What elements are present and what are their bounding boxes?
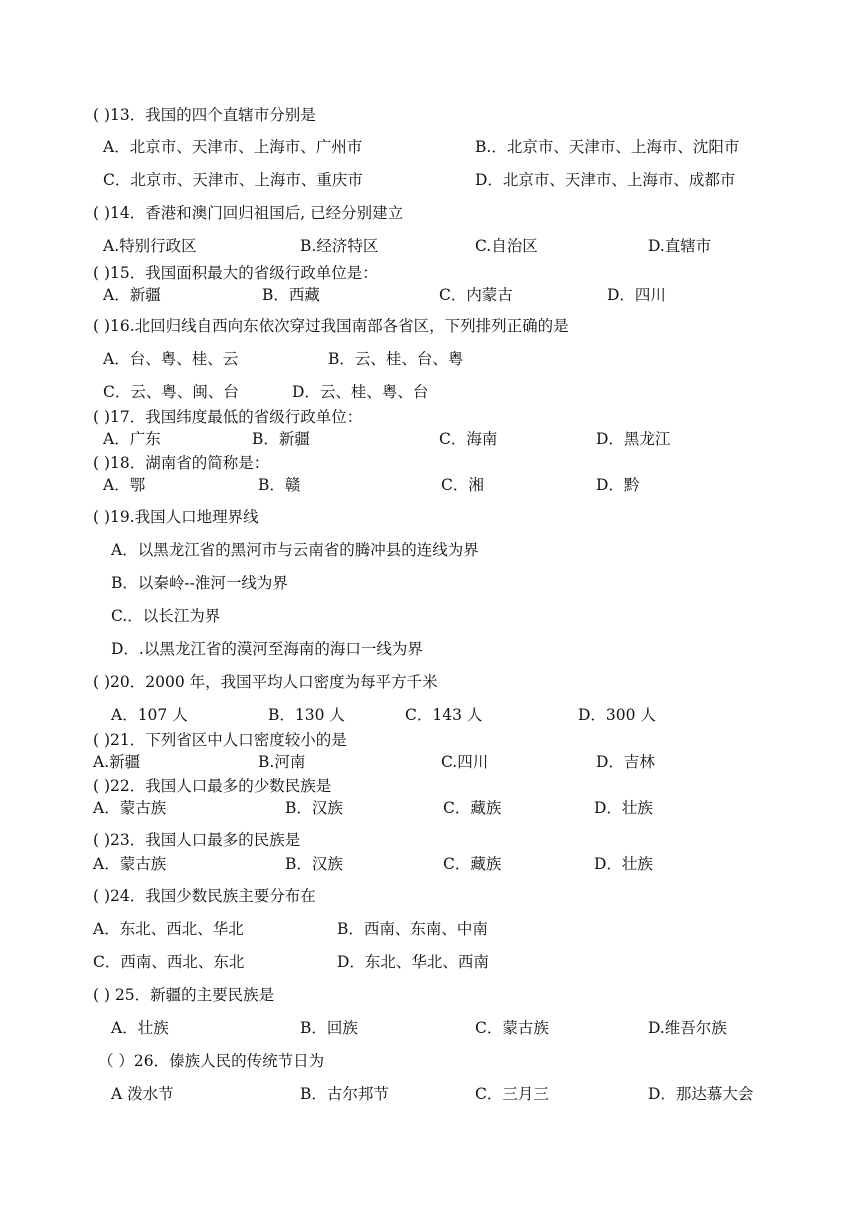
question-15-option-a[interactable]: A．新疆 — [103, 286, 161, 304]
question-13-option-d[interactable]: D．北京市、天津市、上海市、成都市 — [475, 171, 736, 189]
question-18-option-d[interactable]: D．黔 — [596, 476, 640, 494]
question-13-option-a[interactable]: A．北京市、天津市、上海市、广州市 — [103, 138, 363, 156]
question-19-option-c[interactable]: C.．以长江为界 — [111, 607, 221, 625]
question-24-option-a[interactable]: A．东北、西北、华北 — [93, 920, 244, 938]
question-15-option-d[interactable]: D．四川 — [607, 286, 666, 304]
question-23-stem: ( )23．我国人口最多的民族是 — [93, 831, 301, 849]
question-26-option-c[interactable]: C．三月三 — [475, 1085, 549, 1103]
question-16-option-a[interactable]: A．台、粤、桂、云 — [103, 350, 239, 368]
question-17-option-a[interactable]: A．广东 — [103, 430, 161, 448]
question-24-stem: ( )24．我国少数民族主要分布在 — [93, 887, 316, 905]
question-18-option-b[interactable]: B．赣 — [258, 476, 301, 494]
question-26-option-a[interactable]: A 泼水节 — [111, 1085, 174, 1103]
question-13-stem: ( )13．我国的四个直辖市分别是 — [93, 106, 316, 124]
question-22-option-b[interactable]: B．汉族 — [285, 799, 343, 817]
question-18-option-a[interactable]: A．鄂 — [103, 476, 146, 494]
question-14-stem: ( )14．香港和澳门回归祖国后, 已经分别建立 — [93, 204, 404, 222]
question-24-option-d[interactable]: D．东北、华北、西南 — [337, 953, 489, 971]
question-17-option-b[interactable]: B．新疆 — [252, 430, 310, 448]
question-21-stem: ( )21．下列省区中人口密度较小的是 — [93, 731, 347, 749]
question-16-option-b[interactable]: B．云、桂、台、粤 — [328, 350, 464, 368]
question-19-option-d[interactable]: D．.以黑龙江省的漠河至海南的海口一线为界 — [111, 640, 423, 658]
question-23-option-c[interactable]: C．藏族 — [443, 855, 502, 873]
question-15-stem: ( )15．我国面积最大的省级行政单位是： — [93, 264, 378, 282]
question-16-option-c[interactable]: C．云、粤、闽、台 — [103, 383, 239, 401]
question-26-option-d[interactable]: D．那达慕大会 — [648, 1085, 754, 1103]
question-19-option-b[interactable]: B．以秦岭--淮河一线为界 — [111, 574, 288, 592]
question-21-option-d[interactable]: D．吉林 — [596, 753, 655, 771]
question-20-option-a[interactable]: A．107 人 — [111, 706, 188, 724]
question-26-stem: （ ）26．傣族人民的传统节日为 — [98, 1052, 325, 1070]
question-18-option-c[interactable]: C．湘 — [441, 476, 484, 494]
question-15-option-b[interactable]: B．西藏 — [262, 286, 320, 304]
question-16-option-d[interactable]: D．云、桂、粤、台 — [292, 383, 429, 401]
question-19-option-a[interactable]: A．以黑龙江省的黑河市与云南省的腾冲县的连线为界 — [111, 541, 479, 559]
question-24-option-c[interactable]: C．西南、西北、东北 — [93, 953, 245, 971]
question-14-option-b[interactable]: B.经济特区 — [300, 237, 379, 255]
question-25-option-d[interactable]: D.维吾尔族 — [648, 1019, 727, 1037]
question-22-option-c[interactable]: C．藏族 — [443, 799, 502, 817]
question-22-option-a[interactable]: A．蒙古族 — [93, 799, 167, 817]
question-17-stem: ( )17．我国纬度最低的省级行政单位： — [93, 408, 363, 426]
question-20-option-b[interactable]: B．130 人 — [268, 706, 345, 724]
question-23-option-a[interactable]: A．蒙古族 — [93, 855, 167, 873]
question-26-option-b[interactable]: B．古尔邦节 — [300, 1085, 389, 1103]
question-20-stem: ( )20．2000 年，我国平均人口密度为每平方千米 — [93, 673, 438, 691]
question-18-stem: ( )18．湖南省的简称是： — [93, 454, 270, 472]
question-20-option-d[interactable]: D．300 人 — [578, 706, 656, 724]
question-14-option-a[interactable]: A.特别行政区 — [103, 237, 197, 255]
question-14-option-c[interactable]: C.自治区 — [475, 237, 538, 255]
question-24-option-b[interactable]: B．西南、东南、中南 — [337, 920, 488, 938]
question-15-option-c[interactable]: C．内蒙古 — [439, 286, 513, 304]
question-13-option-c[interactable]: C．北京市、天津市、上海市、重庆市 — [103, 171, 363, 189]
question-25-stem: ( ) 25．新疆的主要民族是 — [93, 986, 275, 1004]
question-25-option-c[interactable]: C．蒙古族 — [475, 1019, 549, 1037]
question-21-option-a[interactable]: A.新疆 — [93, 753, 141, 771]
question-13-option-b[interactable]: B.．北京市、天津市、上海市、沈阳市 — [475, 138, 740, 156]
question-14-option-d[interactable]: D.直辖市 — [648, 237, 712, 255]
question-17-option-d[interactable]: D．黑龙江 — [596, 430, 671, 448]
question-25-option-a[interactable]: A．壮族 — [111, 1019, 169, 1037]
question-22-stem: ( )22．我国人口最多的少数民族是 — [93, 777, 332, 795]
question-17-option-c[interactable]: C．海南 — [439, 430, 498, 448]
question-23-option-b[interactable]: B．汉族 — [285, 855, 343, 873]
question-22-option-d[interactable]: D．壮族 — [594, 799, 653, 817]
question-23-option-d[interactable]: D．壮族 — [594, 855, 653, 873]
question-20-option-c[interactable]: C．143 人 — [405, 706, 483, 724]
question-25-option-b[interactable]: B．回族 — [300, 1019, 358, 1037]
question-19-stem: ( )19.我国人口地理界线 — [93, 508, 259, 526]
question-21-option-c[interactable]: C.四川 — [441, 753, 489, 771]
question-16-stem: ( )16.北回归线自西向东依次穿过我国南部各省区，下列排列正确的是 — [93, 317, 569, 335]
question-21-option-b[interactable]: B.河南 — [258, 753, 306, 771]
